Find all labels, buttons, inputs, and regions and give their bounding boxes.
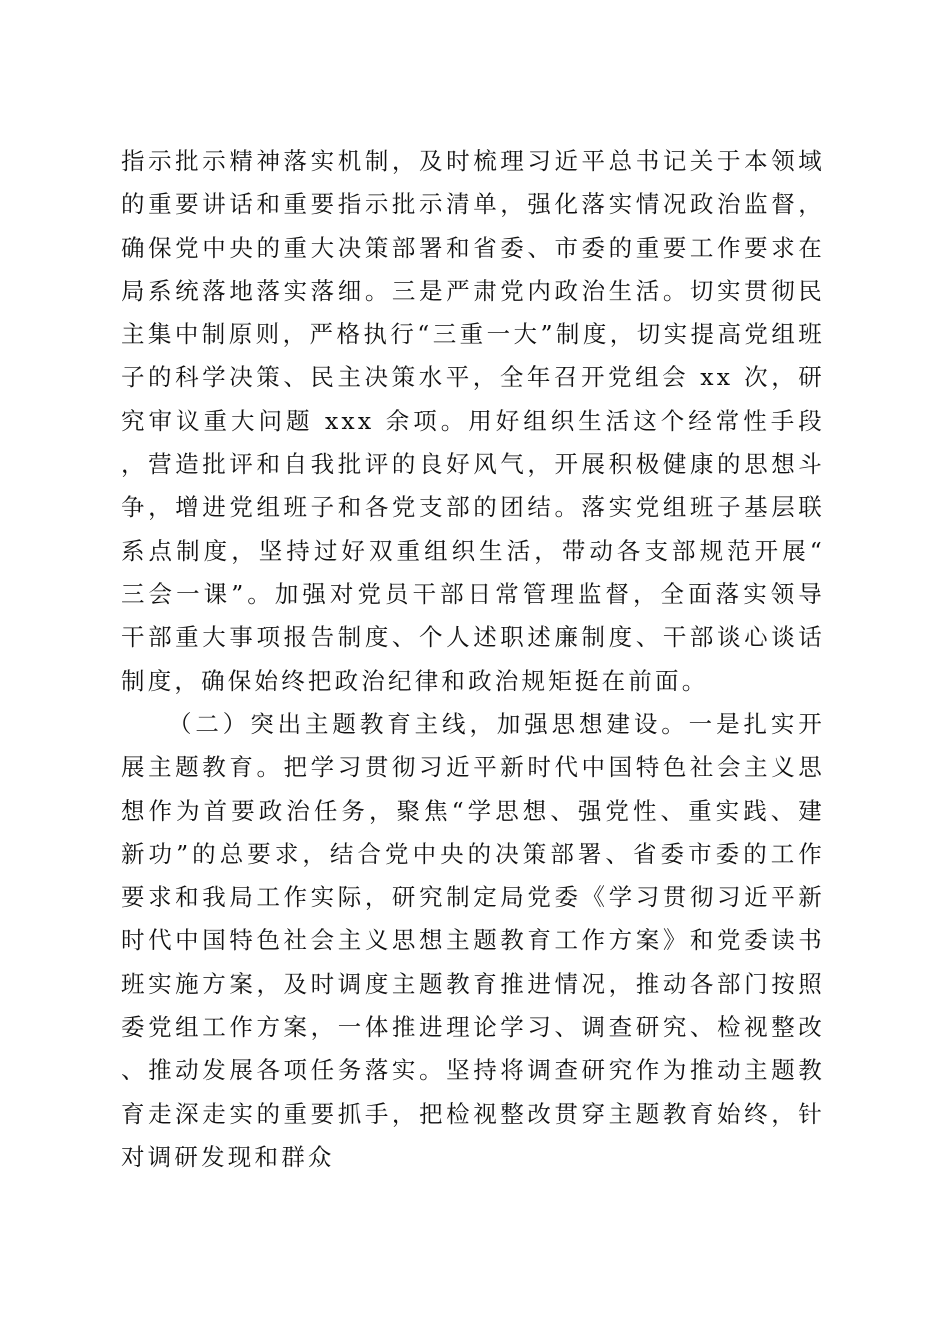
- section-paragraph-theme-education: （二）突出主题教育主线，加强思想建设。一是扎实开展主题教育。把学习贯彻习近平新时代中国特色社会主义思想作为首要政治任务，聚焦“学思想、强党性、重实践、建新功”的总要求，结合党中央的决策部署、省委市委的工作要求和我局工作实际，研究制定局党委《学习贯彻习近平新时代中国特色社会主义思想主题教育工作方案》和党委读书班实施方案，及时调度主题教育推进情况，推动各部门按照委党组工作方案，一体推进理论学习、调查研究、检视整改、推动发展各项任务落实。坚持将调查研究作为推动主题教育走深走实的重要抓手，把检视整改贯穿主题教育始终，针对调研发现和群众: [121, 710, 825, 1171]
- body-paragraph-continued: 指示批示精神落实机制，及时梳理习近平总书记关于本领域的重要讲话和重要指示批示清单，强化落实情况政治监督，确保党中央的重大决策部署和省委、市委的重要工作要求在局系统落地落实落细。三是严肃党内政治生活。切实贯彻民主集中制原则，严格执行“三重一大”制度，切实提高党组班子的科学决策、民主决策水平，全年召开党组会 xx 次，研究审议重大问题 xxx 余项。用好组织生活这个经常性手段，营造批评和自我批评的良好风气，开展积极健康的思想斗争，增进党组班子和各党支部的团结。落实党组班子基层联系点制度，坚持过好双重组织生活，带动各支部规范开展“三会一课”。加强对党员干部日常管理监督，全面落实领导干部重大事项报告制度、个人述职述廉制度、干部谈心谈话制度，确保始终把政治纪律和政治规矩挺在前面。: [121, 147, 825, 695]
